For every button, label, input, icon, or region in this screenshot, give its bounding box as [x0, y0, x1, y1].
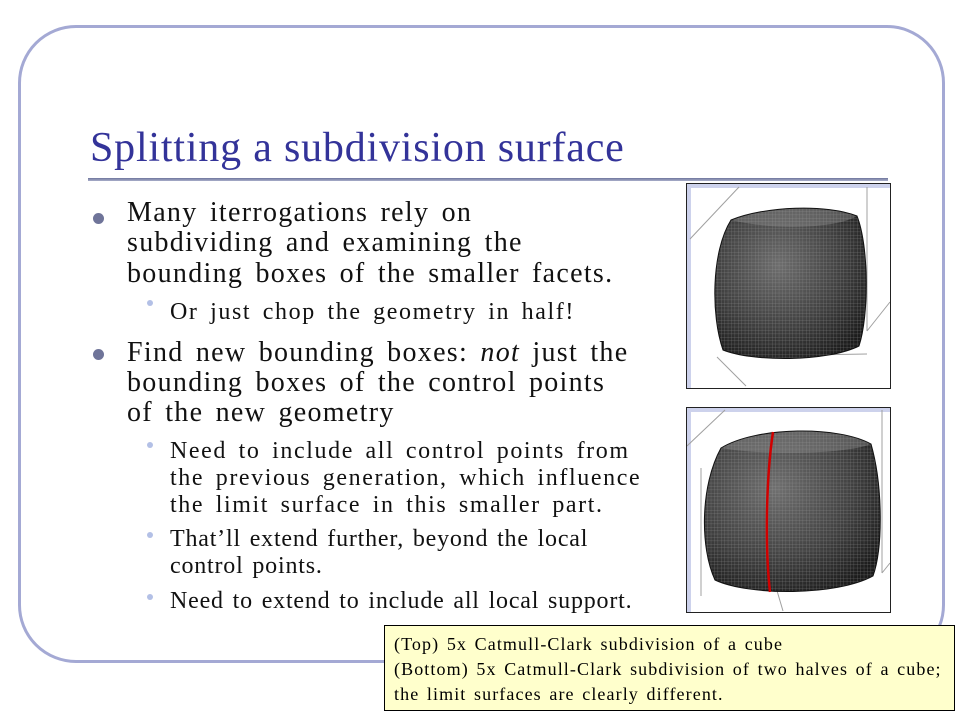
- caption-box: [384, 625, 955, 711]
- bullet-text-line: subdividing and examining the: [127, 227, 523, 258]
- bullet-dot: [93, 349, 104, 360]
- slide-title: Splitting a subdivision surface: [90, 125, 625, 171]
- bullet-text-line: Many iterrogations rely on: [127, 197, 473, 228]
- bullet-text-segment: Find new bounding boxes:: [127, 337, 481, 368]
- sub-bullet-dot: [147, 532, 153, 538]
- caption-line: (Top) 5x Catmull-Clark subdivision of a cube: [394, 634, 784, 654]
- bullet-text-line: bounding boxes of the smaller facets.: [127, 258, 614, 289]
- sub-bullet-text-line: the limit surface in this smaller part.: [170, 492, 604, 518]
- sub-bullet-text-line: Or just chop the geometry in half!: [170, 299, 575, 325]
- mesh-surface: [715, 208, 866, 358]
- sub-bullet-text-line: the previous generation, which influence: [170, 465, 642, 491]
- sub-bullet-text-line: Need to extend to include all local support.: [170, 588, 633, 614]
- sub-bullet-dot: [147, 300, 153, 306]
- figure-split-cube: [686, 407, 891, 613]
- bullet-text-line: [127, 339, 628, 367]
- subdivided-cube-render: [687, 184, 890, 388]
- sub-bullet-dot: [147, 442, 153, 448]
- mesh-surface: [704, 431, 880, 592]
- caption-line: (Bottom) 5x Catmull-Clark subdivision of two halves of a cube;: [394, 659, 942, 679]
- bullet-text-line: of the new geometry: [127, 397, 395, 428]
- title-rule: [88, 178, 888, 181]
- sub-bullet-text-line: That’ll extend further, beyond the local: [170, 526, 589, 552]
- sub-bullet-text-line: control points.: [170, 553, 323, 579]
- bullet-dot: [93, 213, 104, 224]
- split-cube-render: [687, 408, 890, 612]
- figure-subdivided-cube: [686, 183, 891, 389]
- bullet-emphasis: not: [480, 337, 521, 368]
- caption-line: the limit surfaces are clearly different.: [394, 684, 724, 704]
- bullet-text-segment: just the: [520, 337, 629, 368]
- sub-bullet-text-line: Need to include all control points from: [170, 438, 630, 464]
- bullet-text-line: bounding boxes of the control points: [127, 367, 606, 398]
- sub-bullet-dot: [147, 594, 153, 600]
